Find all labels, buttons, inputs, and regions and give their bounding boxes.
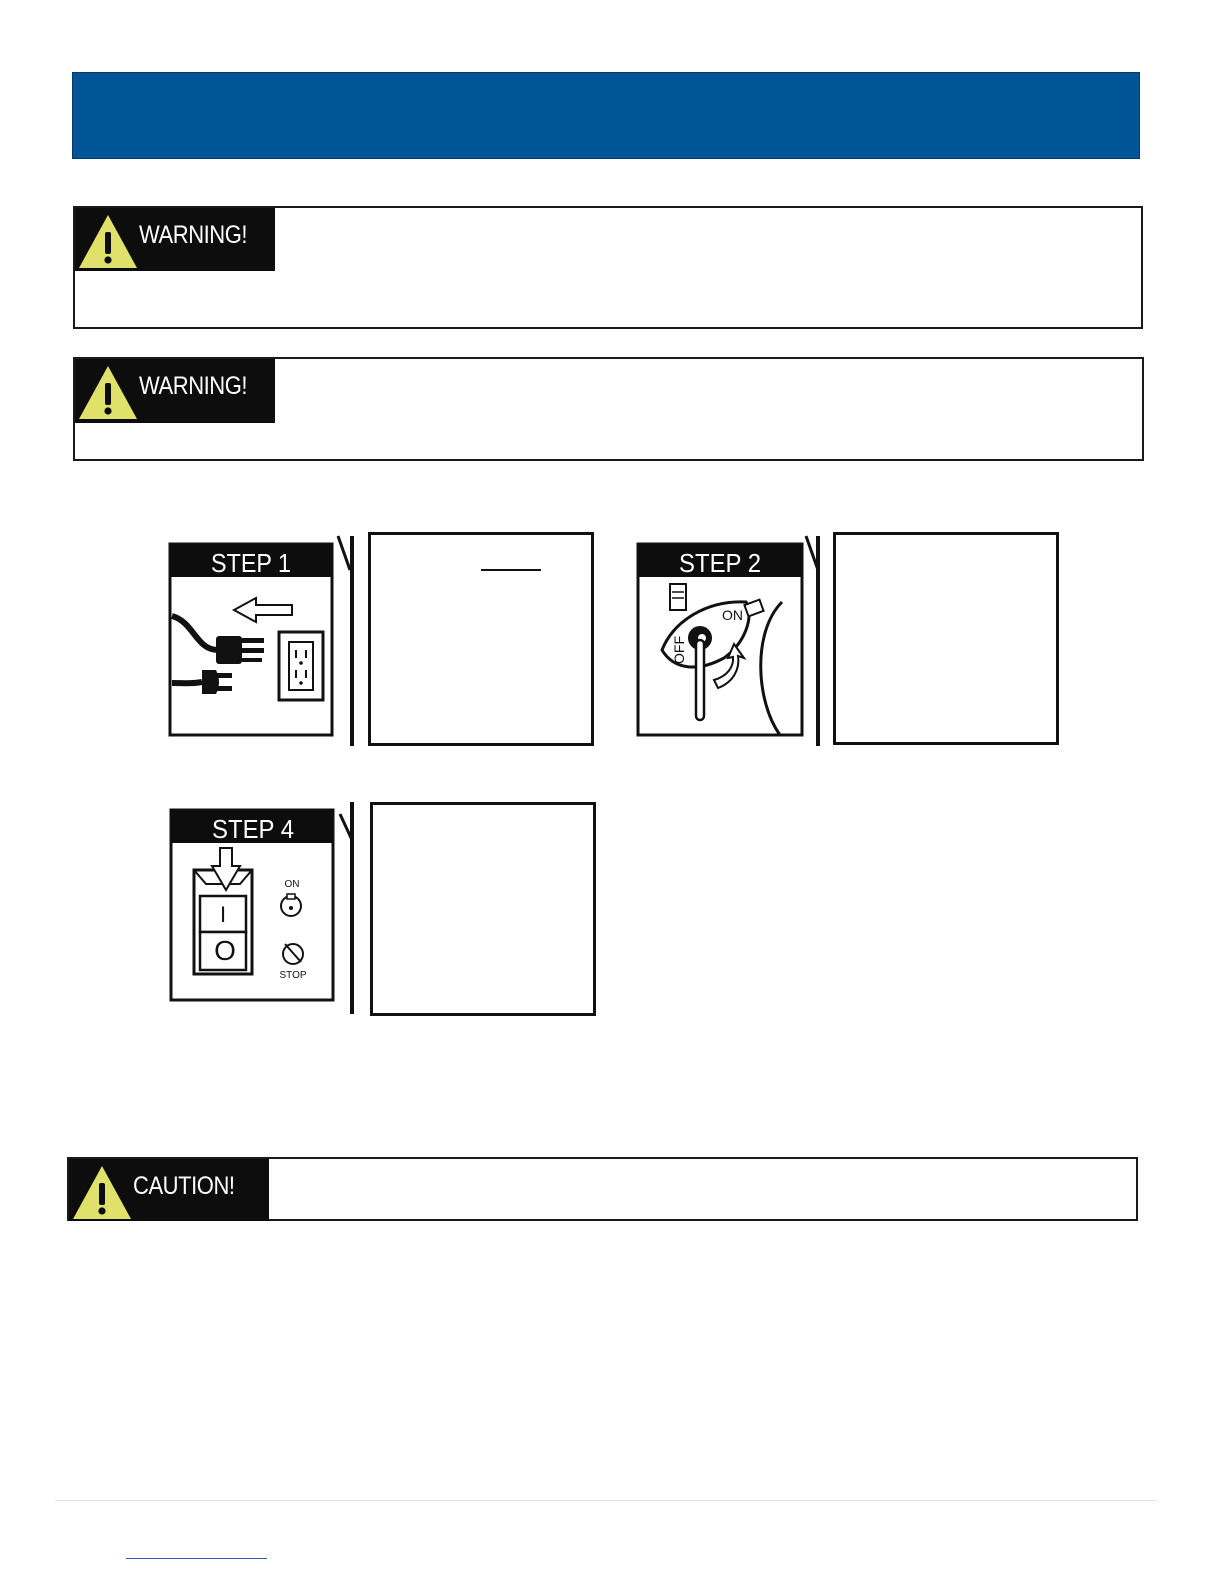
- footer-divider: [55, 1500, 1157, 1501]
- switch-off-mark: O: [214, 935, 236, 966]
- engine-stop-label: STOP: [279, 970, 307, 981]
- warning-label: WARNING!: [139, 372, 248, 400]
- footer-link-underline[interactable]: [126, 1558, 267, 1559]
- warning-triangle-icon: [77, 363, 139, 421]
- step-1-text-box: [368, 532, 594, 746]
- step-1-label: STEP 1: [211, 548, 291, 578]
- engine-on-label: ON: [284, 879, 300, 890]
- warning-tag: [75, 359, 275, 423]
- step-4-text-box: [370, 802, 596, 1016]
- warning-triangle-icon: [71, 1163, 133, 1221]
- underline-rule: [481, 569, 541, 571]
- step-4-illustration: [166, 800, 358, 1018]
- warning-label: WARNING!: [139, 221, 248, 249]
- caution-label: CAUTION!: [133, 1172, 235, 1200]
- valve-on-label: ON: [722, 607, 743, 623]
- step-1-illustration: [166, 532, 358, 748]
- caution-tag: [69, 1159, 269, 1221]
- step-2-illustration: [634, 532, 826, 748]
- step-2-text-box: [833, 532, 1059, 745]
- caution-box: [67, 1157, 1138, 1221]
- section-header-bar: [72, 72, 1140, 159]
- valve-off-label: OFF: [671, 636, 687, 664]
- warning-box-2: [73, 357, 1144, 461]
- outlet-icon: [279, 632, 323, 700]
- switch-on-mark: I: [219, 902, 227, 927]
- warning-triangle-icon: [77, 212, 139, 270]
- step-2-label: STEP 2: [679, 548, 761, 578]
- step-4-label: STEP 4: [212, 814, 294, 844]
- warning-tag: [75, 208, 275, 271]
- warning-box-1: [73, 206, 1143, 329]
